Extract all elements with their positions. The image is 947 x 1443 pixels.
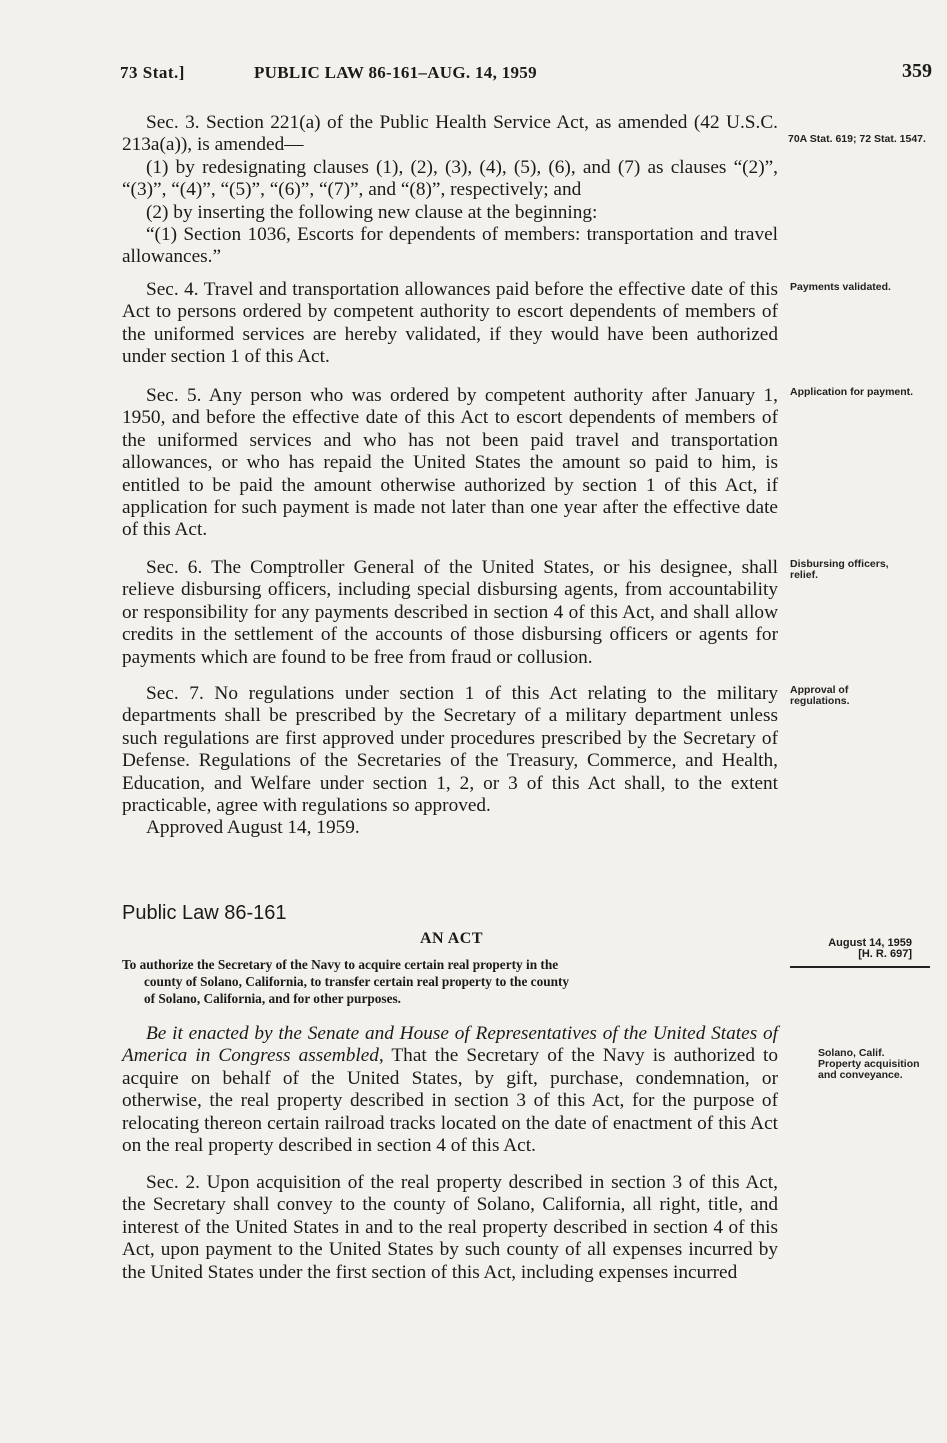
margin-note-property: Property acquisition and conveyance. [818, 1058, 920, 1081]
public-law-title: Public Law 86-161 [122, 902, 287, 924]
law-section-1 [122, 1023, 778, 1157]
section-3-text: Sec. 3. Section 221(a) of the Public Health Service Act, as amended (42 U.S.C. 213a(a)), is amended— [122, 112, 778, 156]
section-5-text: Sec. 5. Any person who was ordered by competent authority after January 1, 1950, and before the effective date of this Act to escort dependents of members of the uniformed services and who has not been paid travel and transportation allowances, or who has repaid the United States the amount so paid to him, is entitled to be paid the amount otherwise authorized by section 1 of this Act, if application for such payment is made not later than one year after the effective date of this Act. [122, 385, 778, 541]
an-act-heading: AN ACT [420, 930, 484, 947]
margin-note-sec5: Application for payment. [790, 386, 914, 398]
section-4 [122, 279, 778, 369]
law-section-2-text: Sec. 2. Upon acquisition of the real property described in section 3 of this Act, the Secretary shall convey to the county of Solano, California, all right, title, and interest of the United States in and to the real property described in section 4 of this Act, upon payment to the United States by such county of all expenses incurred by the United States under the first section of this Act, including expenses incurred [122, 1172, 778, 1283]
enactment-date-note [818, 938, 912, 960]
law-section-2 [122, 1172, 778, 1284]
act-title [122, 956, 780, 1007]
page-number: 359 [902, 60, 932, 82]
section-7-text: Sec. 7. No regulations under section 1 of this Act relating to the military departments shall be prescribed by the Secretary of a military department unless such regulations are first approved under procedures prescribed by the Secretary of Defense. Regulations of the Secretaries of the Treasury, Commerce, and Health, Education, and Welfare under section 1, 2, or 3 of this Act shall, to the extent practicable, agree with regulations so approved. [122, 683, 778, 817]
volume-citation: 73 Stat.] [120, 63, 185, 82]
section-7 [122, 683, 778, 840]
law-section-1-text: That the Secretary of the Navy is authorized to acquire on behalf of the United States, by gift, purchase, condemnation, or otherwise, the real property described in section 3 of this Act, for the purpose of relocating thereon certain railroad tracks located on the date of enactment of this Act on the real property described in section 4 of this Act. [122, 1045, 779, 1157]
section-3-item-3: “(1) Section 1036, Escorts for dependents of members: transportation and travel allowances.” [122, 224, 778, 268]
margin-rule [790, 966, 930, 968]
law-date-heading: PUBLIC LAW 86-161–AUG. 14, 1959 [254, 63, 537, 82]
margin-note-law-sec1 [818, 1048, 934, 1081]
enacting-clause: Be it enacted by the Senate and House of Representatives of the United States of America in Congress assembled, [122, 1023, 778, 1067]
act-title-line-3: of Solano, California, and for other purposes. [144, 991, 401, 1006]
section-3-item-1: (1) by redesignating clauses (1), (2), (3), (4), (5), (6), and (7) as clauses “(2)”, “(3)”, “(4)”, “(5)”, “(6)”, “(7)”, and “(8)”, respectively; and [122, 156, 778, 201]
section-3-item-2: (2) by inserting the following new clause at the beginning: [146, 201, 598, 223]
margin-note-sec3: 70A Stat. 619; 72 Stat. 1547. [788, 133, 926, 145]
margin-note-sec4: Payments validated. [790, 281, 891, 293]
act-title-line-2: county of Solano, California, to transfer certain real property to the county [144, 974, 570, 989]
section-4-text: Sec. 4. Travel and transportation allowances paid before the effective date of this Act to persons ordered by competent authority to escort dependents of members of the uniformed services are hereby validated, if they would have been authorized under section 1 of this Act. [122, 279, 778, 368]
margin-note-sec6: Disbursing officers, relief. [790, 558, 889, 581]
section-3 [122, 112, 778, 269]
approval-date: Approved August 14, 1959. [146, 817, 360, 839]
bill-number: [H. R. 697] [858, 948, 912, 960]
act-title-line-1: To authorize the Secretary of the Navy to acquire certain real property in the [122, 957, 559, 972]
enactment-date: August 14, 1959 [828, 937, 912, 949]
margin-note-sec7: Approval of regulations. [790, 684, 850, 707]
section-5 [122, 385, 778, 542]
margin-note-solano: Solano, Calif. [818, 1047, 885, 1059]
section-6-text: Sec. 6. The Comptroller General of the United States, or his designee, shall relieve disbursing officers, including special disbursing agents, from accountability or responsibility for any payments described in section 4 of this Act, and shall allow credits in the settlement of the accounts of those disbursing officers or agents for payments which are found to be free from fraud or collusion. [122, 557, 778, 668]
running-header [120, 60, 932, 85]
section-6 [122, 557, 778, 669]
